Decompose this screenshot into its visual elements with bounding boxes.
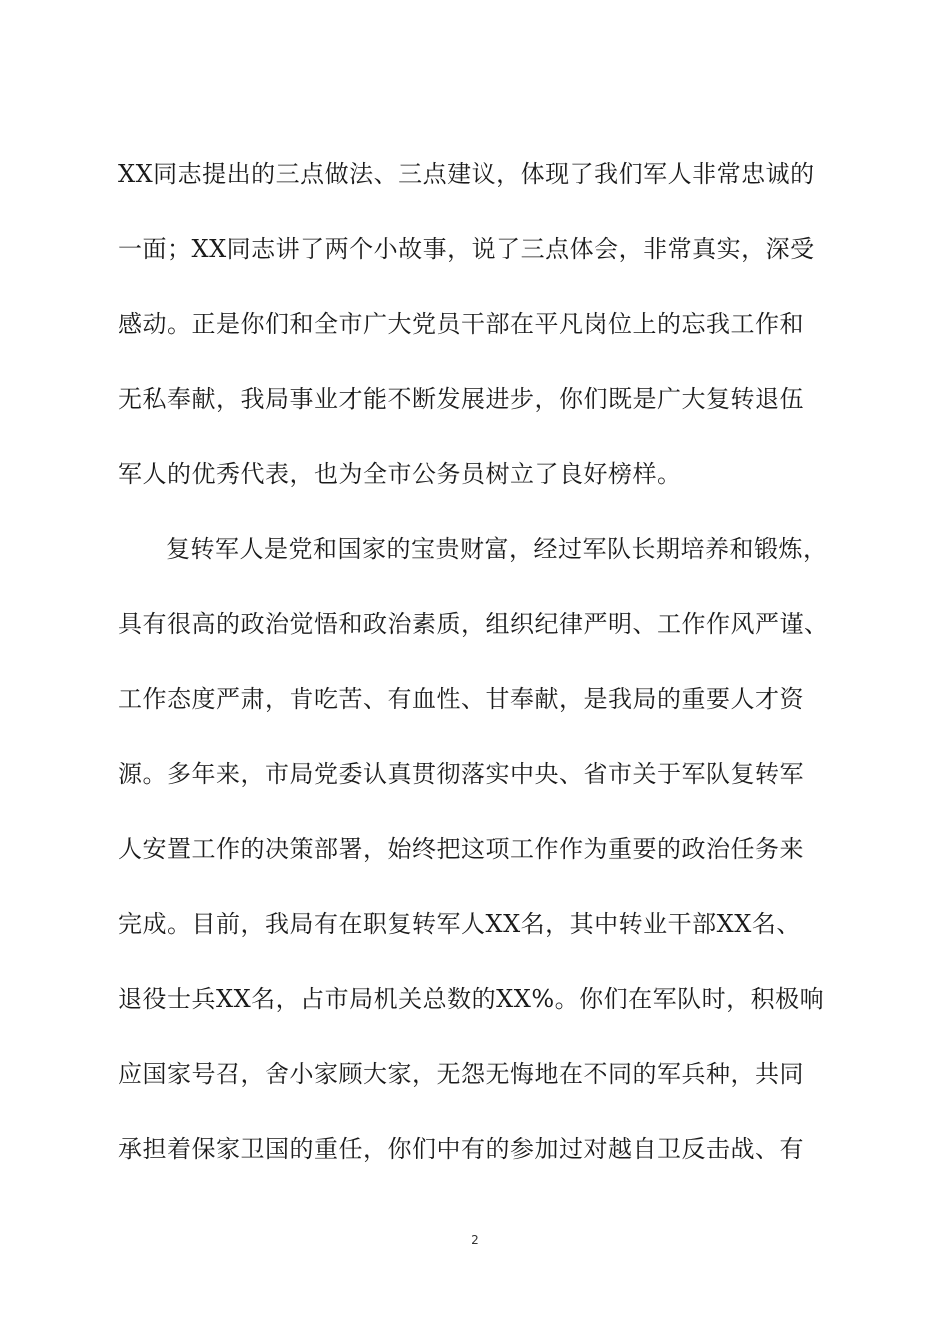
text-line-1: XX同志提出的三点做法、三点建议，体现了我们军人非常忠诚的 [118,160,815,188]
text-line-8: 工作态度严肃，肯吃苦、有血性、甘奉献，是我局的重要人才资 [118,685,804,713]
text-line-5: 军人的优秀代表，也为全市公务员树立了良好榜样。 [118,460,682,488]
text-line-7: 具有很高的政治觉悟和政治素质，组织纪律严明、工作作风严谨、 [118,610,829,638]
text-line-4: 无私奉献，我局事业才能不断发展进步，你们既是广大复转退伍 [118,385,804,413]
text-line-6: 复转军人是党和国家的宝贵财富，经过军队长期培养和锻炼， [166,535,828,563]
text-line-2: 一面；XX同志讲了两个小故事，说了三点体会，非常真实，深受 [118,235,815,263]
text-line-13: 应国家号召，舍小家顾大家，无怨无悔地在不同的军兵种，共同 [118,1060,804,1088]
text-line-10: 人安置工作的决策部署，始终把这项工作作为重要的政治任务来 [118,835,804,863]
text-line-14: 承担着保家卫国的重任，你们中有的参加过对越自卫反击战、有 [118,1135,804,1163]
text-line-3: 感动。正是你们和全市广大党员干部在平凡岗位上的忘我工作和 [118,310,804,338]
text-line-11: 完成。目前，我局有在职复转军人XX名，其中转业干部XX名、 [118,910,801,938]
text-line-12: 退役士兵XX名，占市局机关总数的XX%。你们在军队时，积极响 [118,985,825,1013]
page-number: 2 [471,1233,479,1247]
text-line-9: 源。多年来，市局党委认真贯彻落实中央、省市关于军队复转军 [118,760,804,788]
